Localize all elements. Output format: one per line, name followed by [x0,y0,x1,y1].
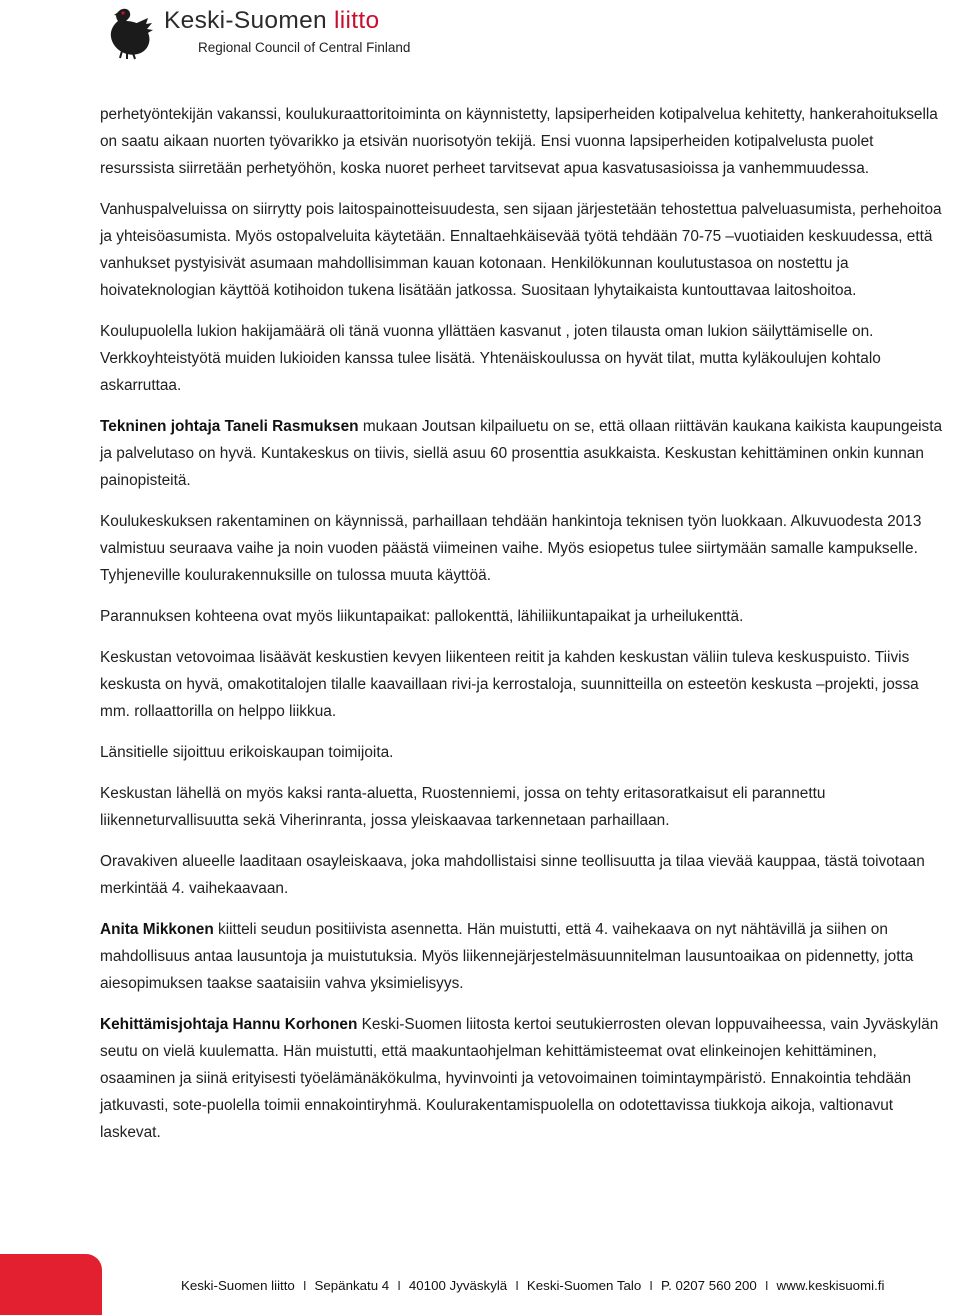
paragraph [100,196,950,304]
paragraph-text: Oravakiven alueelle laaditaan osayleiskaava, joka mahdollistaisi sinne teollisuutta ja tilaa vievää kauppaa, tästä toivotaan merkintää 4. vaihekaavaan. [100,853,925,897]
footer-web-link[interactable]: www.keskisuomi.fi [776,1278,885,1293]
footer-accent-shape [0,1254,102,1315]
footer-org: Keski-Suomen liitto [181,1278,295,1293]
paragraph-text: Länsitielle sijoittuu erikoiskaupan toimijoita. [100,744,394,761]
paragraph [100,848,950,902]
bold-name-text: Tekninen johtaja Taneli Rasmuksen [100,418,359,435]
paragraph-text: kiitteli seudun positiivista asennetta. Hän muistutti, että 4. vaihekaava on nyt nähtävillä ja siihen on mahdollisuus antaa lausuntoja ja muistutuksia. Myös liikennejärjestelmäsuunnitelman lausuntoaikaa on pidennetty, jotta aiesopimuksen taakse saataisiin vahva yksimielisyys. [100,921,914,992]
bold-name-text: Kehittämisjohtaja Hannu Korhonen [100,1016,358,1033]
footer-contact-line [181,1278,884,1293]
paragraph [100,739,950,766]
paragraph-text: Parannuksen kohteena ovat myös liikuntapaikat: pallokenttä, lähiliikuntapaikat ja urheilukenttä. [100,608,744,625]
footer-address: Sepänkatu 4 [314,1278,390,1293]
org-name [164,7,379,35]
paragraph-text: Koulukeskuksen rakentaminen on käynnissä, parhaillaan tehdään hankintoja teknisen työn luokkaan. Alkuvuodesta 2013 valmistuu seuraava vaihe ja noin vuoden päästä viimeinen vaihe. Myös esiopetus tulee siirtymään samalle kampukselle. Tyhjeneville koulurakennuksille on tulossa muuta käyttöä. [100,513,922,584]
footer-separator: I [649,1278,653,1293]
org-name-main: Keski-Suomen [164,7,335,34]
paragraph-text: Koulupuolella lukion hakijamäärä oli tänä vuonna yllättäen kasvanut , joten tilausta oman lukion säilyttämiselle on. Verkkoyhteistyötä muiden lukioiden kanssa tulee lisätä. Yhtenäiskoulussa on hyvät tilat, mutta kyläkoulujen kohtalo askarruttaa. [100,323,881,394]
footer-separator: I [397,1278,401,1293]
paragraph [100,318,950,399]
paragraph-text: mukaan Joutsan kilpailuetu on se, että ollaan riittävän kaukana kaikista kaupungeista ja palvelutaso on hyvä. Kuntakeskus on tiivis, siellä asuu 60 prosenttia asukkaista. Keskustan kehittäminen onkin kunnan painopisteitä. [100,418,943,489]
paragraph-text: Keskustan vetovoimaa lisäävät keskustien kevyen liikenteen reitit ja kahden keskustan väliin tuleva keskuspuisto. Tiivis keskusta on hyvä, omakotitalojen tilalle kaavaillaan rivi-ja kerrostaloja, suunnitteilla on esteetön keskusta –projekti, jossa mm. rollaattorilla on helppo liikkua. [100,649,919,720]
footer-postal: 40100 Jyväskylä [408,1278,508,1293]
paragraph-text: perhetyöntekijän vakanssi, koulukuraattoritoiminta on käynnistetty, lapsiperheiden kotipalvelua kehitetty, hankerahoituksella on saatu aikaan nuorten työvarikko ja etsivän nuorisotyön tekijä. Ensi vuonna lapsiperheiden kotipalvelusta puolet resurssista siirretään perhetyöhön, koska nuoret perheet tarvitsevat apua kasvatusasioissa ja vanhemmuudessa. [100,106,938,177]
paragraph [100,780,950,834]
paragraph-text: Vanhuspalveluissa on siirrytty pois laitospainotteisuudesta, sen sijaan järjestetään tehostettua palveluasumista, perhehoitoa ja yhteisöasumista. Myös ostopalveluita käytetään. Ennaltaehkäisevää työtä tehdään 70-75 –vuotiaiden keskuudessa, että vanhukset pystyisivät asumaan mahdollisimman kauan kotonaan. Henkilökunnan koulutustasoa on nostettu ja hoivateknologian käyttöä kotihoidon tukena lisätään jatkossa. Suositaan lyhytaikaista kuntouttavaa laitoshoitoa. [100,201,942,299]
footer-building: Keski-Suomen Talo [526,1278,642,1293]
paragraph-text: Keski-Suomen liitosta kertoi seutukierrosten olevan loppuvaiheessa, vain Jyväskylän seutu on vielä kuulematta. Hän muistutti, että maakuntaohjelman kehittämisteemat ovat elinkeinojen kehittäminen, osaaminen ja siinä erityisesti työelämänäkökulma, hyvinvointi ja vetovoimainen toimintaympäristö. Ennakointia tehdään jatkuvasti, sote-puolella toimii ennakointiryhmä. Koulurakentamispuolella on odotettavissa tiukkoja aikoja, valtionavut laskevat. [100,1016,939,1141]
paragraph-text: Keskustan lähellä on myös kaksi ranta-aluetta, Ruostenniemi, jossa on tehty eritasoratkaisut eli parannettu liikenneturvallisuutta sekä Viherinranta, jossa yleiskaavaa tarkennetaan parhaillaan. [100,785,826,829]
org-subtitle: Regional Council of Central Finland [198,40,411,55]
footer-phone: P. 0207 560 200 [660,1278,757,1293]
document-body [100,101,950,1160]
paragraph [100,644,950,725]
paragraph [100,508,950,589]
header [100,4,520,60]
org-name-accent: liitto [334,7,380,34]
footer-separator: I [515,1278,519,1293]
paragraph [100,916,950,997]
paragraph [100,413,950,494]
paragraph [100,101,950,182]
footer-separator: I [764,1278,769,1293]
capercaillie-bird-icon [100,4,156,60]
footer-separator: I [302,1278,307,1293]
paragraph [100,1011,950,1146]
bold-name-text: Anita Mikkonen [100,921,214,938]
paragraph [100,603,950,630]
